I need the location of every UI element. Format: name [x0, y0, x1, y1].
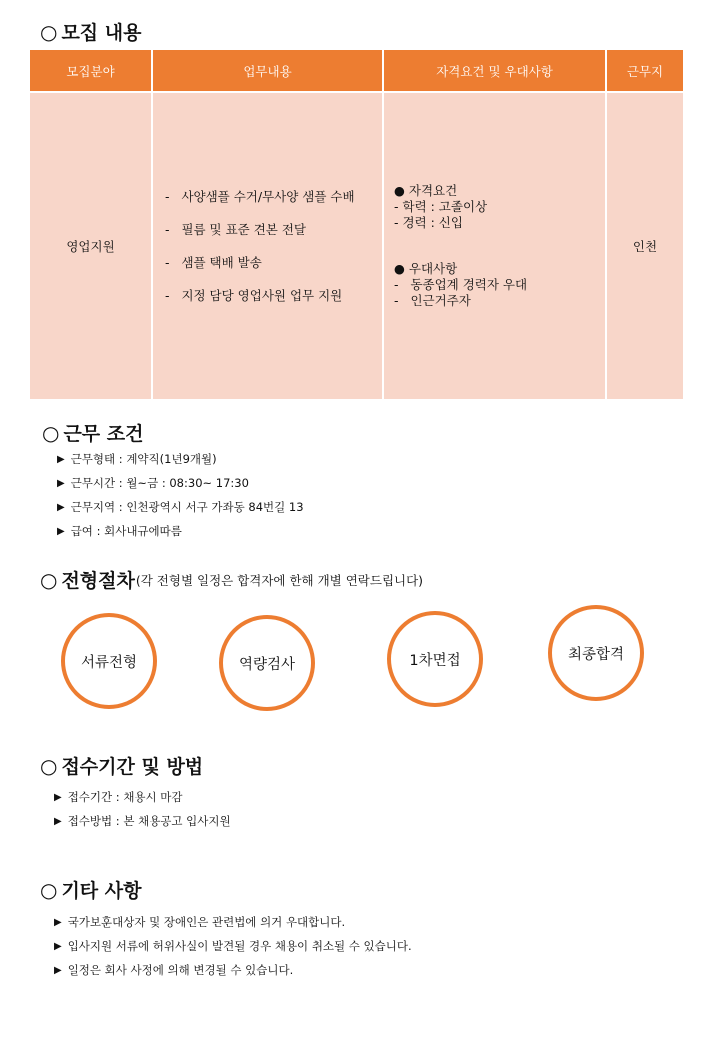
- field-cell: 영업지원: [30, 92, 152, 399]
- conditions-list: [57, 447, 304, 543]
- dot-icon: ●: [394, 183, 405, 198]
- qualification-heading: ● 자격요건: [394, 183, 458, 198]
- conditions-title: 근무 조건: [63, 423, 144, 445]
- qualifications-cell: [383, 92, 606, 399]
- list-item: ▶ 급여 : 회사내규에따름: [57, 524, 182, 538]
- process-step-assessment: 역량검사: [219, 615, 315, 711]
- header-field: 모집분야: [30, 50, 152, 92]
- triangle-bullet-icon: ▶: [54, 940, 62, 952]
- preference-item: - 인근거주자: [394, 293, 471, 308]
- duty-item: - 필름 및 표준 견본 전달: [165, 221, 307, 237]
- list-item: ▶ 일정은 회사 사정에 의해 변경될 수 있습니다.: [54, 963, 294, 977]
- header-qualifications: 자격요건 및 우대사항: [383, 50, 606, 92]
- duties-cell: [152, 92, 383, 399]
- circle-mark-icon: ○: [42, 420, 60, 445]
- list-item: ▶ 국가보훈대상자 및 장애인은 관련법에 의거 우대합니다.: [54, 915, 346, 929]
- triangle-bullet-icon: ▶: [54, 815, 62, 827]
- duty-item: - 샘플 택배 발송: [165, 254, 262, 270]
- table-row: [30, 92, 683, 399]
- process-note: (각 전형별 일정은 합격자에 한해 개별 연락드립니다): [135, 572, 424, 588]
- duty-item: - 지정 담당 영업사원 업무 지원: [165, 287, 343, 303]
- etc-list: [54, 910, 412, 982]
- process-title: 전형절차: [61, 570, 135, 592]
- triangle-bullet-icon: ▶: [57, 525, 65, 537]
- circle-mark-icon: ○: [40, 753, 58, 778]
- triangle-bullet-icon: ▶: [54, 791, 62, 803]
- table-header-row: [30, 50, 683, 92]
- preference-item: - 동종업계 경력자 우대: [394, 277, 528, 292]
- application-list: [54, 785, 231, 833]
- triangle-bullet-icon: ▶: [57, 501, 65, 513]
- list-item: ▶ 접수방법 : 본 채용공고 입사지원: [54, 814, 231, 828]
- triangle-bullet-icon: ▶: [54, 916, 62, 928]
- etc-title: 기타 사항: [61, 880, 142, 902]
- circle-mark-icon: ○: [40, 877, 58, 902]
- list-item: ▶ 근무형태 : 계약직(1년9개월): [57, 452, 217, 466]
- circle-mark-icon: ○: [40, 567, 58, 592]
- process-step-document: 서류전형: [61, 613, 157, 709]
- dot-icon: ●: [394, 261, 405, 276]
- circle-mark-icon: ○: [40, 19, 58, 44]
- application-section-title: [40, 752, 203, 779]
- recruitment-title: 모집 내용: [61, 22, 142, 44]
- etc-section-title: [40, 876, 141, 903]
- qualification-item: - 경력 : 신입: [394, 215, 463, 230]
- location-cell: 인천: [606, 92, 683, 399]
- list-item: ▶ 근무지역 : 인천광역시 서구 가좌동 84번길 13: [57, 500, 304, 514]
- list-item: ▶ 접수기간 : 채용시 마감: [54, 790, 183, 804]
- process-step-interview: 1차면접: [387, 611, 483, 707]
- list-item: ▶ 근무시간 : 월~금 : 08:30~ 17:30: [57, 476, 249, 490]
- process-step-final: 최종합격: [548, 605, 644, 701]
- recruitment-table: [30, 50, 683, 399]
- list-item: ▶ 입사지원 서류에 허위사실이 발견될 경우 채용이 취소될 수 있습니다.: [54, 939, 412, 953]
- triangle-bullet-icon: ▶: [54, 964, 62, 976]
- qualification-item: - 학력 : 고졸이상: [394, 199, 488, 214]
- recruitment-section-title: [40, 18, 141, 45]
- conditions-section-title: [42, 419, 143, 446]
- triangle-bullet-icon: ▶: [57, 477, 65, 489]
- preference-heading: ● 우대사항: [394, 261, 458, 276]
- process-section-title: [40, 566, 423, 593]
- triangle-bullet-icon: ▶: [57, 453, 65, 465]
- duty-item: - 사양샘플 수거/무사양 샘플 수배: [165, 188, 355, 204]
- header-duties: 업무내용: [152, 50, 383, 92]
- header-location: 근무지: [606, 50, 683, 92]
- duties-list: [153, 189, 382, 304]
- application-title: 접수기간 및 방법: [61, 756, 204, 778]
